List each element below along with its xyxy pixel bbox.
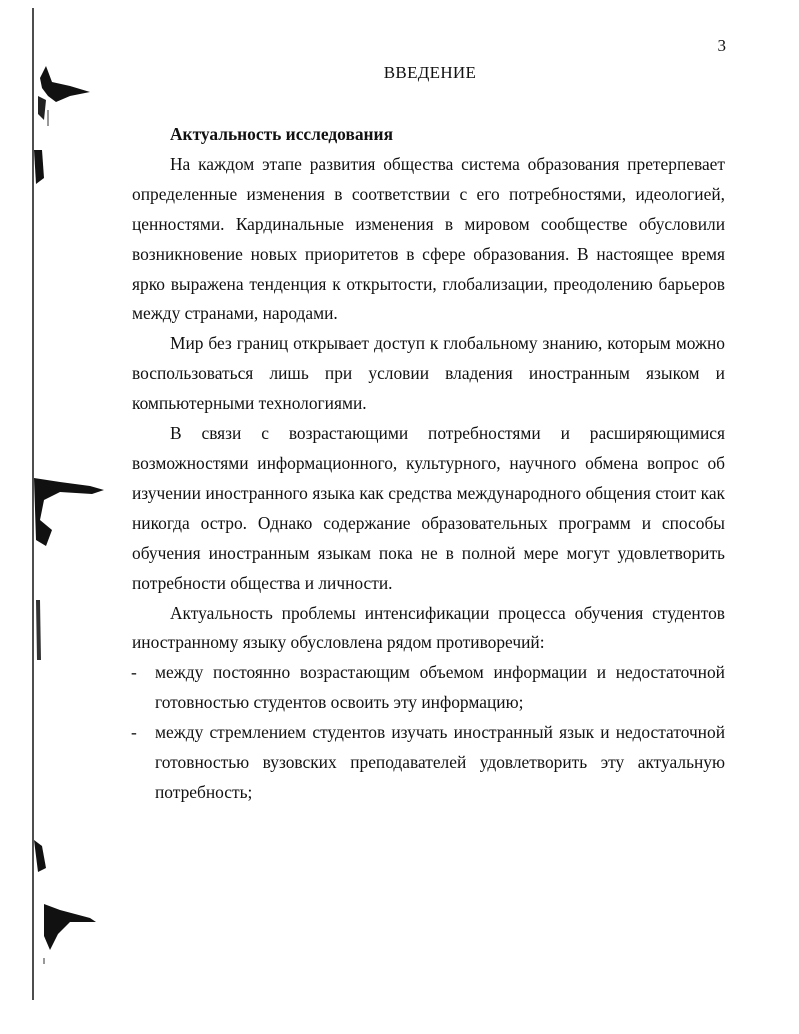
- document-body: [132, 120, 725, 808]
- paragraph: В связи с возрастающими потребностями и расширяющимися возможностями информационного, культурного, научного обмена вопрос об изучении иностранного языка как средства международного общения стоит как никогда остро. Однако содержание образовательных программ и способы обучения иностранным языкам пока не в полной мере могут удовлетворить потребности общества и личности.: [132, 423, 725, 593]
- list-item-text: между стремлением студентов изучать иностранный язык и недостаточной готовностью вузовских преподавателей удовлетворить эту актуальную потребность;: [155, 722, 725, 802]
- paragraph: На каждом этапе развития общества система образования претерпевает определенные изменения в соответствии с его потребностями, идеологией, ценностями. Кардинальные изменения в мировом сообществе обусловили возникновение новых приоритетов в сфере образования. В настоящее время ярко выражена тенденция к открытости, глобализации, преодолению барьеров между странами, народами.: [132, 153, 725, 324]
- paragraph: Мир без границ открывает доступ к глобальному знанию, которым можно воспользоваться лишь при условии владения иностранным языком и компьютерными технологиями.: [132, 333, 725, 414]
- contradictions-list: [132, 658, 725, 808]
- paragraph: Актуальность проблемы интенсификации процесса обучения студентов иностранному языку обусловлена рядом противоречий:: [132, 602, 725, 653]
- page-number: 3: [717, 36, 726, 55]
- list-item: [132, 658, 725, 718]
- list-item: [132, 718, 725, 808]
- list-item-text: между постоянно возрастающим объемом информации и недостаточной готовностью студентов освоить эту информацию;: [155, 662, 725, 713]
- list-marker: -: [131, 662, 137, 683]
- list-marker: -: [131, 722, 137, 743]
- section-heading: Актуальность исследования: [170, 124, 393, 144]
- scan-artifacts: [0, 0, 110, 1034]
- page-title: ВВЕДЕНИЕ: [383, 63, 477, 82]
